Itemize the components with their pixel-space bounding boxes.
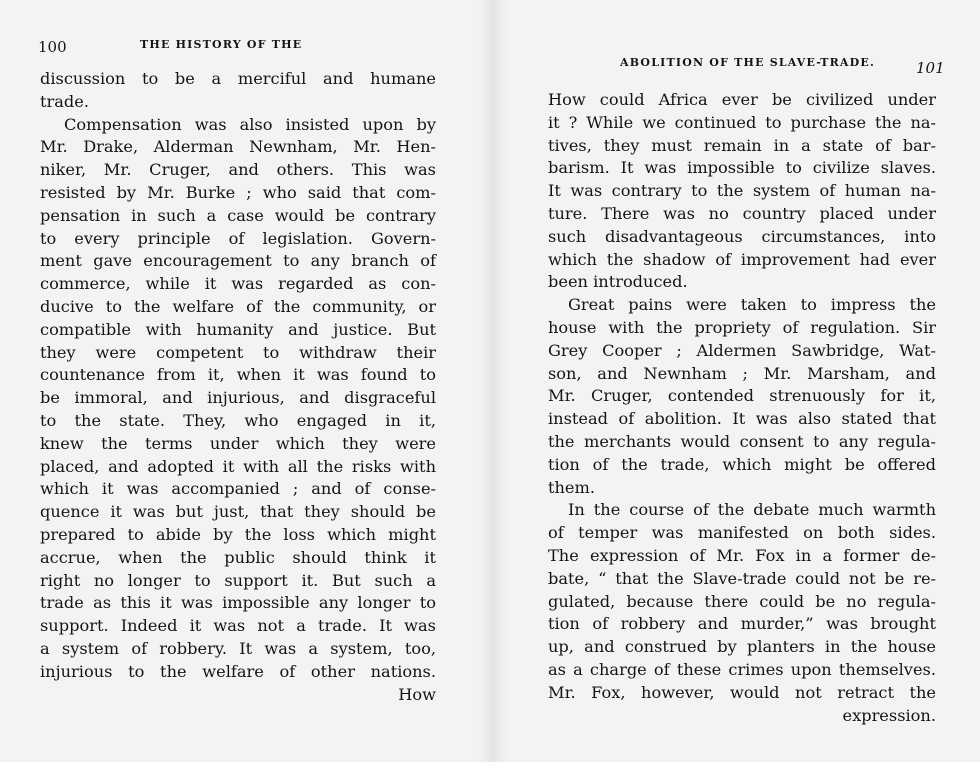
text-line: bate, “ that the Slave-trade could not be re- <box>548 568 936 588</box>
text-line: Grey Cooper ; Aldermen Sawbridge, Wat- <box>548 340 936 360</box>
catchword: How <box>398 684 436 704</box>
text-line: the merchants would consent to any regula- <box>548 431 936 451</box>
text-line: resisted by Mr. Burke ; who said that com- <box>40 182 436 202</box>
text-line: trade as this it was impossible any longer to <box>40 593 436 613</box>
text-line: gulated, because there could be no regula- <box>548 591 936 611</box>
text-line: been introduced. <box>548 272 688 292</box>
text-line: The expression of Mr. Fox in a former de- <box>548 545 936 565</box>
text-line: pensation in such a case would be contrary <box>40 205 436 225</box>
text-line: niker, Mr. Cruger, and others. This was <box>40 160 436 180</box>
text-line: Great pains were taken to impress the <box>568 295 936 315</box>
text-line: expression. <box>842 705 936 725</box>
text-line: compatible with humanity and justice. But <box>40 319 436 339</box>
body-text <box>548 89 936 727</box>
text-line: It was contrary to the system of human na- <box>548 181 936 201</box>
body-text <box>40 68 436 706</box>
text-line: barism. It was impossible to civilize slaves. <box>548 158 936 178</box>
text-line: trade. <box>40 91 89 111</box>
text-line: knew the terms under which they were <box>40 433 436 453</box>
text-line: injurious to the welfare of other nations. <box>40 661 436 681</box>
text-line: commerce, while it was regarded as con- <box>40 274 436 294</box>
text-line: as a charge of these crimes upon themselves. <box>548 659 936 679</box>
text-line: placed, and adopted it with all the risks with <box>40 456 436 476</box>
text-line: accrue, when the public should think it <box>40 547 436 567</box>
text-line: ducive to the welfare of the community, or <box>40 296 436 316</box>
text-line: be immoral, and injurious, and disgraceful <box>40 388 436 408</box>
text-line: ture. There was no country placed under <box>548 203 936 223</box>
text-line: tion of the trade, which might be offered <box>548 454 936 474</box>
text-line: tives, they must remain in a state of bar- <box>548 135 936 155</box>
text-line: up, and construed by planters in the house <box>548 637 936 657</box>
text-line: of temper was manifested on both sides. <box>548 523 936 543</box>
text-line: Mr. Cruger, contended strenuously for it, <box>548 386 936 406</box>
text-line: discussion to be a merciful and humane <box>40 69 436 88</box>
running-head: ABOLITION OF THE SLAVE-TRADE. <box>620 56 876 69</box>
text-line: which it was accompanied ; and of conse- <box>40 479 436 499</box>
text-line: ment gave encouragement to any branch of <box>40 251 436 271</box>
text-line: Compensation was also insisted upon by <box>64 114 436 134</box>
text-line: Mr. Fox, however, would not retract the <box>548 682 936 702</box>
right-page <box>490 0 980 762</box>
running-head: THE HISTORY OF THE <box>140 38 303 51</box>
text-line: to every principle of legislation. Govern- <box>40 228 436 248</box>
text-line: such disadvantageous circumstances, into <box>548 226 936 246</box>
text-line: it ? While we continued to purchase the na- <box>548 112 936 132</box>
text-line: prepared to abide by the loss which might <box>40 524 436 544</box>
text-line: tion of robbery and murder,” was brought <box>548 614 936 634</box>
text-line: them. <box>548 477 596 497</box>
text-line: In the course of the debate much warmth <box>568 500 936 520</box>
text-line: a system of robbery. It was a system, too, <box>40 638 436 658</box>
text-line: How could Africa ever be civilized under <box>548 90 936 109</box>
text-line: right no longer to support it. But such a <box>40 570 436 590</box>
text-line: support. Indeed it was not a trade. It was <box>40 616 436 636</box>
text-line: instead of abolition. It was also stated that <box>548 409 936 429</box>
text-line: house with the propriety of regulation. Sir <box>548 317 936 337</box>
text-line: which the shadow of improvement had ever <box>548 249 936 269</box>
text-line: they were competent to withdraw their <box>40 342 436 362</box>
text-line: Mr. Drake, Alderman Newnham, Mr. Hen- <box>40 137 436 157</box>
page-number: 101 <box>916 59 945 77</box>
text-line: to the state. They, who engaged in it, <box>40 410 436 430</box>
page-number: 100 <box>38 38 67 56</box>
text-line: quence it was but just, that they should be <box>40 502 436 522</box>
text-line: countenance from it, when it was found to <box>40 365 436 385</box>
text-line: son, and Newnham ; Mr. Marsham, and <box>548 363 936 383</box>
